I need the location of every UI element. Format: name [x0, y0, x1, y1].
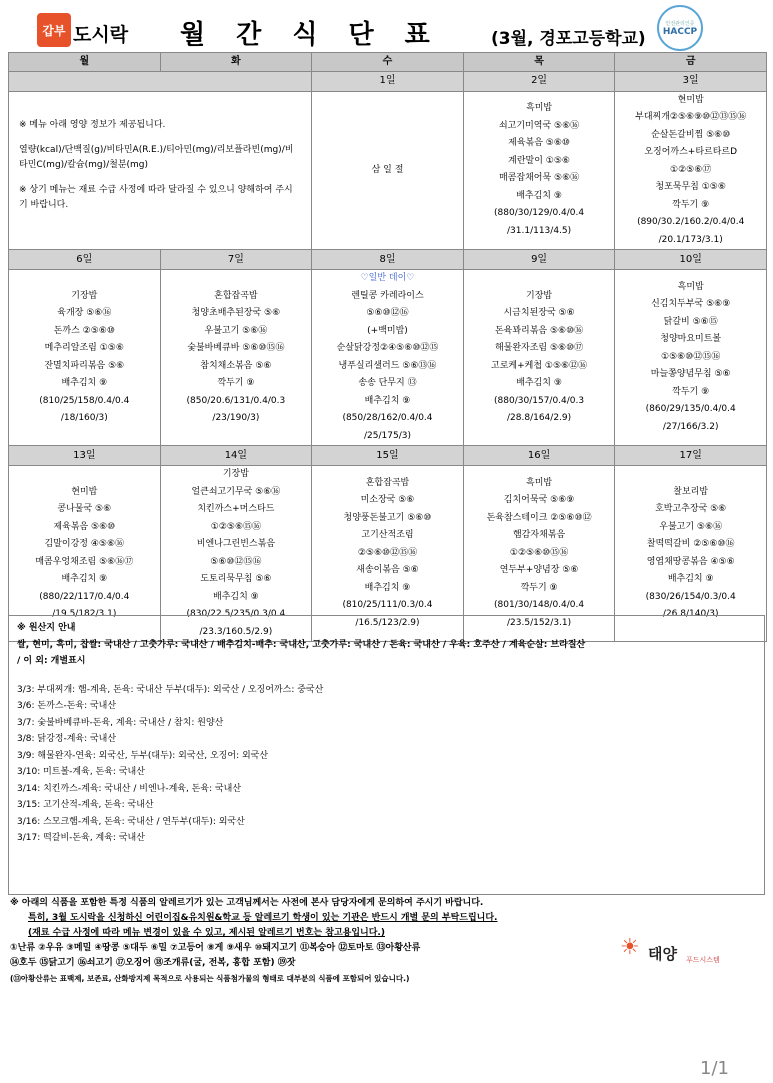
menu-line: 찰떡떡갈비 ②⑤⑥⑩⑯ [646, 539, 735, 549]
menu-line: (810/25/158/0.4/0.4 [39, 395, 130, 406]
menu-line: /16.5/123/2.9) [355, 617, 420, 628]
menu-line: 영엽채땅콩볶음 ④⑤⑥ [646, 556, 735, 567]
menu-line: 메추리알조림 ①⑤⑥ [44, 343, 124, 353]
menu-line: 3/3: 부대찌개: 햄-계육, 돈육: 국내산 두부(대두): 외국산 / 오징어까스: 중국산 [17, 684, 324, 695]
menu-line: 깍두기 ⑨ [520, 582, 558, 593]
date-row-week1 [9, 71, 767, 91]
allergy-footnote: (⑬아황산류는 표백제, 보존료, 산화방지제 목적으로 사용되는 식품첨가물의 형태로 대부분의 식품에 포함되어 있습니다.) [10, 974, 410, 983]
menu-line: 순살돈갈비찜 ⑤⑥⑩ [651, 129, 731, 140]
menu-line: 오징어까스+타르타르D [644, 147, 738, 157]
origin-lines [17, 682, 756, 847]
menu-line: 마늘쫑양념무침 ⑤⑥ [650, 369, 731, 380]
allergy-codes: ⑭호두 ⑮닭고기 ⑯쇠고기 ⑰오징어 ⑱조개류(굴, 전복, 홍합 포함) ⑲잣 [10, 958, 296, 968]
menu-line: /23/190/3) [212, 413, 260, 423]
menu-line: /20.1/173/3.1) [658, 234, 723, 245]
menu-line: 기장밥 [222, 469, 249, 479]
menu-line: /18/160/3) [60, 413, 108, 423]
menu-line: 배추김치 ⑨ [667, 574, 714, 584]
origin-info [8, 615, 765, 895]
menu-table [8, 52, 767, 642]
menu-line: 현미밥 [71, 486, 98, 497]
menu-line: (860/29/135/0.4/0.4 [645, 404, 736, 415]
menu-line: 쇠고기미역국 ⑤⑥⑯ [498, 120, 580, 131]
menu-line: 배추김치 ⑨ [61, 378, 108, 388]
menu-line: ①②⑤⑥⑮⑯ [210, 521, 262, 532]
menu-line: 새송이볶음 ⑤⑥ [356, 565, 419, 576]
menu-line: 배추김치 ⑨ [364, 395, 411, 406]
menu-line: 돈육꽈리볶음 ⑤⑥⑩⑯ [494, 325, 584, 336]
menu-cell [463, 91, 615, 250]
menu-line: 육개장 ⑤⑥⑯ [57, 308, 112, 318]
menu-line: 얼큰쇠고기무국 ⑤⑥⑯ [191, 486, 281, 497]
menu-line: 송송 단무지 ⑬ [358, 378, 417, 388]
menu-line: 기장밥 [71, 290, 98, 301]
menu-line: 청양풍돈불고기 ⑤⑥⑩ [343, 512, 432, 523]
menu-line: 3/7: 숯불바베큐바-돈육, 계육: 국내산 / 참치: 원양산 [17, 717, 224, 728]
menu-line: 3/8: 닭강정-계육: 국내산 [17, 734, 117, 744]
weekday-wed: 수 [312, 53, 464, 72]
menu-line: 흑미밥 [526, 103, 553, 114]
menu-cell [160, 270, 312, 446]
menu-line: 현미밥 [677, 94, 704, 105]
menu-line: 시금치된장국 ⑤⑥ [503, 308, 575, 318]
menu-line: 냉푸실리샐러드 ⑤⑥⑬⑯ [338, 360, 437, 371]
menu-cell [9, 270, 161, 446]
menu-line: /19.5/182/3.1) [52, 609, 117, 619]
menu-line: 흑미밥 [526, 477, 553, 488]
menu-line: 콩나물국 ⑤⑥ [57, 504, 112, 514]
menu-line: 고로케+케첩 ①⑤⑥⑫⑯ [491, 360, 588, 371]
menu-line: 잔멸치파리볶음 ⑤⑥ [44, 360, 125, 371]
menu-line: 닭갈비 ⑤⑥⑮ [663, 316, 718, 327]
menu-line: 3/16: 스모크햄-계육, 돈육: 국내산 / 연두부(대두): 외국산 [17, 816, 245, 827]
menu-line: (810/25/111/0.3/0.4 [342, 600, 433, 611]
date-cell: 10일 [615, 250, 767, 270]
date-cell: 7일 [160, 250, 312, 270]
menu-line: 참치채소볶음 ⑤⑥ [200, 360, 272, 371]
date-cell: 2일 [463, 71, 615, 91]
menu-cell [463, 270, 615, 446]
menu-line: ①②⑤⑥⑰ [670, 164, 712, 175]
menu-line: (880/30/129/0.4/0.4 [494, 208, 585, 219]
menu-line: 청양마요미트볼 [660, 334, 722, 345]
menu-line: 돈까스 ②⑤⑥⑩ [53, 325, 115, 336]
page-title: 월 간 식 단 표 [180, 20, 441, 50]
allergy-notice [10, 896, 630, 986]
menu-line: 혼합잡곡밥 [365, 477, 410, 488]
menu-line: (801/30/148/0.4/0.4 [494, 600, 585, 611]
origin-general-2: / 이 외: 개별표시 [17, 656, 86, 666]
menu-line: /23.5/152/3.1) [507, 617, 572, 628]
menu-line: (830/26/154/0.3/0.4 [645, 591, 736, 602]
menu-line: 김치어묵국 ⑤⑥⑨ [503, 495, 575, 506]
menu-line: (880/22/117/0.4/0.4 [39, 591, 130, 602]
weekday-tue: 화 [160, 53, 312, 72]
menu-line: 3/17: 떡갈비-돈육, 계육: 국내산 [17, 833, 145, 843]
date-cell: 17일 [615, 446, 767, 466]
date-cell: 8일 [312, 250, 464, 270]
weekday-header-row [9, 53, 767, 72]
menu-line: 매콤잡채어묵 ⑤⑥⑯ [498, 173, 580, 184]
menu-line: 햄감자채볶음 [512, 530, 566, 541]
menu-line: ⑤⑥⑩⑫⑯ [366, 308, 409, 318]
menu-line: 우불고기 ⑤⑥⑯ [659, 521, 723, 532]
menu-cell [615, 91, 767, 250]
menu-cell [312, 270, 464, 446]
header [0, 0, 773, 50]
menu-line: (+백미밥) [367, 325, 408, 336]
menu-line: 호박고추장국 ⑤⑥ [655, 504, 727, 514]
date-cell: 15일 [312, 446, 464, 466]
special-day-label: ♡일반 데이♡ [360, 273, 415, 283]
menu-line: 혼합잡곡밥 [214, 290, 258, 301]
menu-line: (880/30/157/0.4/0.3 [494, 395, 585, 406]
date-cell: 1일 [312, 71, 464, 91]
allergy-line: (재료 수급 사정에 따라 메뉴 변경이 있을 수 있고, 제시된 알레르기 번호는 참고용입니다.) [28, 928, 385, 938]
menu-line: 찰보리밥 [673, 486, 709, 497]
menu-line: 순살닭강정②④⑤⑥⑩⑫⑮ [336, 343, 439, 353]
menu-line: 매콤우엉채조림 ⑤⑥⑯⑰ [35, 556, 134, 567]
menu-line: 배추김치 ⑨ [516, 190, 562, 201]
menu-line: 렌틸콩 카레라이스 [351, 290, 424, 301]
menu-cell [615, 270, 767, 446]
menu-line: 청포묵무침 ①⑤⑥ [655, 182, 726, 192]
date-cell: 16일 [463, 446, 615, 466]
menu-line: 신김치두부국 ⑤⑥⑨ [651, 299, 731, 310]
allergy-codes: ①난류 ②우유 ③메밀 ④땅콩 ⑤대두 ⑥밀 ⑦고등어 ⑧게 ⑨새우 ⑩돼지고기 ⑪복숭아 ⑫토마토 ⑬아황산류 [10, 943, 421, 953]
company-logo [620, 935, 730, 975]
page-number: 1/1 [700, 1058, 729, 1079]
menu-line: ①⑤⑥⑩⑫⑮⑯ [661, 351, 721, 362]
menu-line: 깍두기 ⑨ [672, 386, 710, 397]
menu-line: 고기산적조림 [361, 530, 414, 541]
menu-line: 3/15: 고기산적-계육, 돈육: 국내산 [17, 800, 154, 810]
menu-line: 흑미밥 [677, 281, 704, 292]
menu-line: 3/9: 해물완자-연육: 외국산, 두부(대두): 외국산, 오징어: 외국산 [17, 750, 269, 761]
date-cell: 13일 [9, 446, 161, 466]
menu-line: 돈육참스테이크 ②⑤⑥⑩⑫ [486, 512, 592, 523]
date-row-week2 [9, 250, 767, 270]
menu-line: 배추김치 ⑨ [364, 582, 411, 593]
menu-line: 비엔나그린빈스볶음 [196, 539, 276, 549]
menu-line: (850/20.6/131/0.4/0.3 [186, 395, 286, 406]
menu-line: 3/10: 미트볼-계육, 돈육: 국내산 [17, 767, 145, 777]
logo-badge: 갑부 [37, 13, 71, 47]
menu-line: 깍두기 ⑨ [217, 378, 255, 388]
menu-line: 3/14: 치킨까스-계육: 국내산 / 비엔나-계육, 돈육: 국내산 [17, 783, 242, 794]
menu-line: /26.8/140/3) [662, 609, 719, 619]
menu-line: ①②⑤⑥⑩⑮⑯ [509, 547, 569, 558]
page-subtitle: (3월, 경포고등학교) [491, 29, 646, 49]
menu-row-week2 [9, 270, 767, 446]
company-subtitle: 푸드시스템 [686, 956, 720, 964]
weekday-thu: 목 [463, 53, 615, 72]
menu-line: 깍두기 ⑨ [672, 199, 710, 210]
menu-line: 계란말이 ①⑤⑥ [508, 155, 570, 166]
menu-line: (830/22.5/235/0.3/0.4 [186, 609, 286, 619]
menu-line: (850/28/162/0.4/0.4 [342, 413, 433, 423]
menu-line: 치킨까스+머스타드 [197, 504, 275, 514]
date-cell: 3일 [615, 71, 767, 91]
company-name: 태양 [648, 945, 677, 963]
date-cell: 9일 [463, 250, 615, 270]
menu-line: 제육볶음 ⑤⑥⑩ [508, 138, 570, 149]
menu-line: /31.1/113/4.5) [507, 225, 572, 236]
weekday-mon: 월 [9, 53, 161, 72]
logo-text: 도시락 [73, 24, 129, 46]
sun-icon: ☀ [620, 935, 640, 960]
menu-line: 숯불바베큐바 ⑤⑥⑩⑮⑯ [187, 343, 285, 353]
menu-line: /25/175/3) [364, 430, 411, 441]
menu-line: 기장밥 [526, 290, 553, 301]
date-cell: 14일 [160, 446, 312, 466]
weekday-fri: 금 [615, 53, 767, 72]
menu-line: 배추김치 ⑨ [516, 378, 562, 388]
date-row-week3 [9, 446, 767, 466]
menu-line: 도토리묵무침 ⑤⑥ [200, 574, 272, 584]
menu-line: 연두부+양념장 ⑤⑥ [499, 565, 579, 576]
menu-line: /27/166/3.2) [662, 421, 719, 432]
menu-line: 배추김치 ⑨ [213, 591, 259, 602]
menu-line: 부대찌개②⑤⑥⑨⑩⑫⑬⑮⑯ [635, 112, 747, 122]
menu-line: 배추김치 ⑨ [61, 574, 108, 584]
menu-line: ⑤⑥⑩⑫⑮⑯ [210, 556, 262, 567]
menu-line: 해물완자조림 ⑤⑥⑩⑰ [494, 343, 584, 353]
holiday-cell: 삼 일 절 [312, 91, 464, 250]
date-cell: 6일 [9, 250, 161, 270]
allergy-line: ※ 아래의 식품을 포함한 특정 식품의 알레르기가 있는 고객님께서는 사전에 본사 담당자에게 문의하여 주시기 바랍니다. [10, 898, 484, 908]
menu-line: 3/6: 돈까스-돈육: 국내산 [17, 701, 117, 711]
menu-line: /28.8/164/2.9) [507, 413, 572, 423]
date-cell [9, 71, 312, 91]
nutrition-notice: ※ 메뉴 아래 영양 정보가 제공됩니다. 열량(kcal)/단백질(g)/비타민A(R.E.)/티아민(mg)/리보플라빈(mg)/비타민C(mg)/칼슘(mg)/철분(mg) ※ 상기 메뉴는 재료 수급 사정에 따라 달라질 수 있으니 양해하여 주시기 바랍니다. [9, 91, 312, 250]
menu-line: 우불고기 ⑤⑥⑯ [204, 325, 268, 336]
origin-heading: ※ 원산지 안내 [17, 623, 76, 633]
allergy-line: 특히, 3월 도시락을 신청하신 어린이집&유치원&학교 등 알레르기 학생이 있는 기관은 반드시 개별 문의 부탁드립니다. [28, 913, 498, 923]
menu-line: (890/30.2/160.2/0.4/0.4 [637, 217, 745, 227]
haccp-logo: 안전관리인증 HACCP [657, 5, 703, 51]
menu-line: /23.3/160.5/2.9) [199, 626, 273, 637]
menu-row-week1 [9, 91, 767, 250]
origin-general: 쌀, 현미, 흑미, 찹쌀: 국내산 / 고춧가루: 국내산 / 배추김치-배추: 국내산, 고춧가루: 국내산 / 돈육: 국내산 / 우육: 호주산 / 계육순살: 브라질산 [17, 639, 586, 650]
menu-line: ②⑤⑥⑩⑫⑮⑯ [357, 547, 418, 558]
menu-line: 청양초배추된장국 ⑤⑥ [191, 308, 281, 318]
menu-line: 제육볶음 ⑤⑥⑩ [53, 521, 116, 532]
menu-line: 김말이강정 ④⑤⑥⑯ [44, 539, 125, 549]
menu-line: 미소장국 ⑤⑥ [360, 495, 415, 506]
